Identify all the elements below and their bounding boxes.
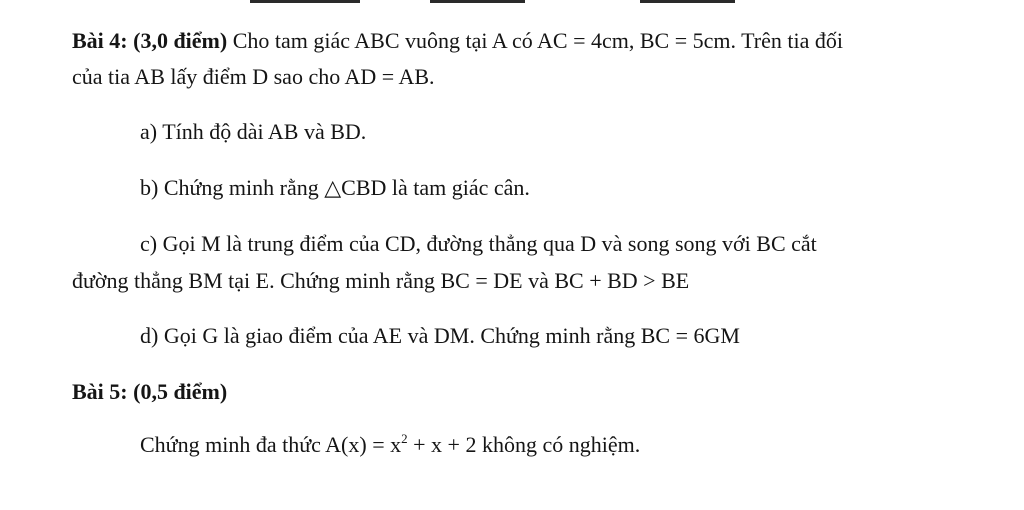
problem4-part-b: b) Chứng minh rằng △CBD là tam giác cân. [140, 175, 530, 200]
top-edge-marks [0, 0, 1024, 6]
problem4-intro-text: Cho tam giác ABC vuông tại A có AC = 4cm, BC = 5cm. Trên tia đối [227, 28, 843, 53]
problem4-part-c-line2: đường thẳng BM tại E. Chứng minh rằng BC = DE và BC + BD > BE [72, 268, 690, 293]
top-edge-mark [430, 0, 525, 3]
problem4-intro-line1 [72, 26, 843, 56]
problem5-statement-suffix: + x + 2 không có nghiệm. [407, 432, 641, 457]
top-edge-mark [250, 0, 360, 3]
problem4-heading: Bài 4: (3,0 điểm) [72, 28, 228, 53]
problem5-exponent: 2 [401, 431, 408, 446]
problem5-statement-prefix: Chứng minh đa thức A(x) = x [140, 432, 402, 457]
problem4-intro-line2: của tia AB lấy điểm D sao cho AD = AB. [72, 64, 435, 89]
top-edge-mark [640, 0, 735, 3]
problem5-statement [140, 430, 640, 463]
problem4-part-a: a) Tính độ dài AB và BD. [140, 119, 367, 144]
problem4-part-d: d) Gọi G là giao điểm của AE và DM. Chứng minh rằng BC = 6GM [140, 323, 740, 348]
problem4-part-c-line1: c) Gọi M là trung điểm của CD, đường thẳng qua D và song song với BC cắt [140, 231, 817, 256]
problem5-heading: Bài 5: (0,5 điểm) [72, 379, 228, 404]
